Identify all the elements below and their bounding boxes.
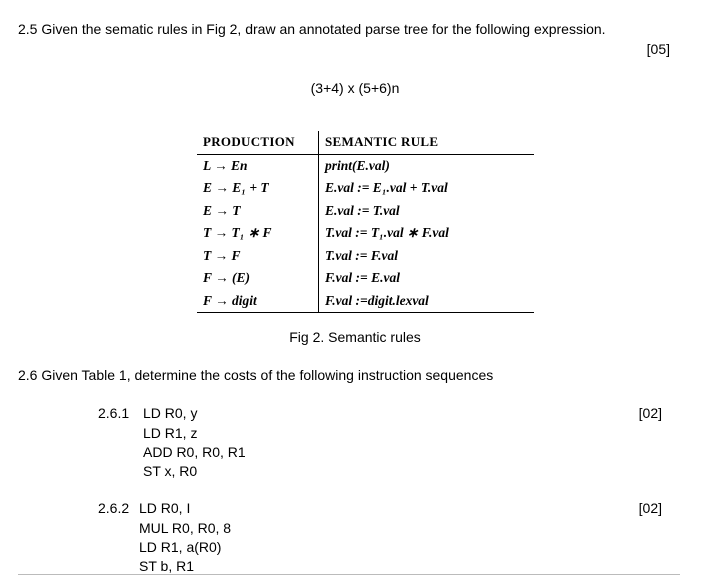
production-cell: E → T	[203, 202, 241, 218]
question-2-6-text: 2.6 Given Table 1, determine the costs of the following instruction sequences	[18, 367, 494, 383]
sequence-number: 2.6.2	[98, 500, 130, 516]
instruction-line: MUL R0, R0, 8	[139, 520, 232, 536]
table-row	[197, 200, 534, 223]
production-cell: F → digit	[203, 292, 257, 308]
page-divider	[18, 574, 680, 575]
production-cell: L → En	[203, 157, 248, 173]
semantic-rule-cell: print(E.val)	[318, 155, 534, 178]
semantic-rule-cell: F.val := E.val	[318, 267, 534, 290]
sequence-marks: [02]	[638, 405, 662, 421]
instruction-line: ADD R0, R0, R1	[143, 444, 246, 460]
instruction-line: LD R1, a(R0)	[139, 539, 222, 555]
table-row	[197, 222, 534, 245]
semantic-rule-header: SEMANTIC RULE	[318, 131, 534, 154]
production-cell: F → (E)	[203, 270, 251, 286]
production-cell: T → F	[203, 247, 241, 263]
instruction-line: ST b, R1	[139, 558, 194, 574]
semantic-rule-cell: T.val := F.val	[318, 245, 534, 268]
semantic-rules-table	[197, 131, 534, 313]
instruction-line: LD R0, y	[143, 405, 198, 421]
instruction-line: ST x, R0	[143, 463, 198, 479]
table-row	[197, 267, 534, 290]
question-2-5-text: 2.5 Given the sematic rules in Fig 2, draw an annotated parse tree for the following expression.	[18, 21, 606, 37]
semantic-rule-cell: F.val :=digit.lexval	[318, 290, 534, 313]
table-row	[197, 155, 534, 178]
instruction-line: LD R0, I	[139, 500, 191, 516]
sequence-marks: [02]	[638, 500, 662, 516]
production-cell: E → E₁ + T	[203, 180, 269, 196]
semantic-rule-cell: E.val := E₁.val + T.val	[318, 177, 534, 200]
production-cell: T → T₁ ∗ F	[203, 225, 272, 241]
semantic-rule-cell: E.val := T.val	[318, 200, 534, 223]
table-header-row	[197, 131, 534, 155]
table-row	[197, 177, 534, 200]
expression: (3+4) x (5+6)n	[310, 80, 400, 96]
figure-caption: Fig 2. Semantic rules	[289, 329, 421, 345]
question-2-5-marks: [05]	[646, 41, 670, 57]
instruction-line: LD R1, z	[143, 425, 198, 441]
table-row	[197, 290, 534, 313]
production-header: PRODUCTION	[203, 134, 295, 150]
semantic-rule-cell: T.val := T₁.val ∗ F.val	[318, 222, 534, 245]
table-row	[197, 245, 534, 268]
sequence-number: 2.6.1	[98, 405, 130, 421]
